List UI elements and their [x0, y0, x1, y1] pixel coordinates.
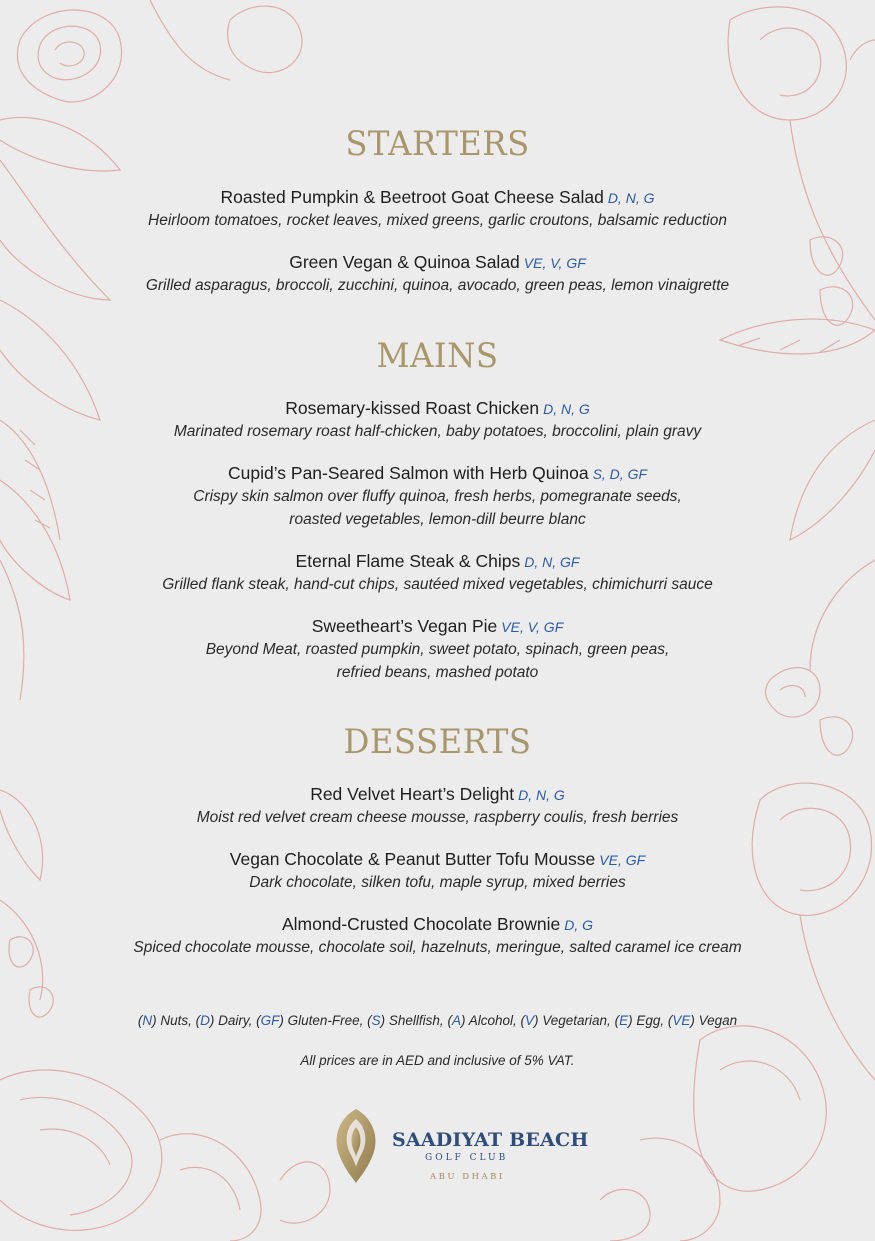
menu-item — [0, 462, 875, 531]
menu-item — [0, 251, 875, 297]
legend-code: D — [200, 1013, 210, 1028]
item-name: Rosemary-kissed Roast Chicken — [285, 398, 540, 418]
legend-code: V — [524, 1013, 534, 1028]
item-description: Grilled flank steak, hand-cut chips, sautéed mixed vegetables, chimichurri sauce — [162, 576, 713, 593]
menu-item — [0, 783, 875, 829]
item-description: refried beans, mashed potato — [336, 664, 539, 681]
allergen-tags: D, G — [564, 917, 593, 933]
legend-label: Shellfish, — [388, 1013, 444, 1028]
club-logo — [330, 1105, 589, 1190]
allergen-tags: VE, GF — [599, 852, 646, 868]
item-description: Moist red velvet cream cheese mousse, raspberry coulis, fresh berries — [196, 809, 679, 826]
item-description: Heirloom tomatoes, rocket leaves, mixed greens, garlic croutons, balsamic reduction — [148, 212, 727, 229]
item-name: Sweetheart’s Vegan Pie — [311, 616, 498, 636]
allergen-tags: VE, V, GF — [523, 255, 586, 271]
legend-code: A — [451, 1013, 461, 1028]
legend-code: E — [619, 1013, 629, 1028]
legend-label: Alcohol, — [468, 1013, 517, 1028]
logo-name: SAADIYAT BEACH — [392, 1129, 589, 1151]
prices-note: All prices are in AED and inclusive of 5% VAT. — [300, 1053, 575, 1068]
allergen-tags: D, N, GF — [524, 554, 580, 570]
legend-code: GF — [260, 1013, 280, 1028]
item-description: Spiced chocolate mousse, chocolate soil, hazelnuts, meringue, salted caramel ice cream — [133, 939, 742, 956]
allergen-tags: S, D, GF — [592, 466, 648, 482]
item-description: Dark chocolate, silken tofu, maple syrup, mixed berries — [249, 874, 626, 891]
legend-label: Egg, — [636, 1013, 665, 1028]
item-name: Red Velvet Heart’s Delight — [310, 784, 515, 804]
allergen-tags: D, N, G — [607, 190, 655, 206]
menu-item — [0, 848, 875, 894]
allergen-legend: (N) Nuts, (D) Dairy, (GF) Gluten-Free, (S) Shellfish, (A) Alcohol, (V) Vegetarian, (E) Egg, (VE) Vegan — [137, 1013, 738, 1028]
legend-label: Nuts, — [160, 1013, 192, 1028]
item-description: roasted vegetables, lemon-dill beurre blanc — [289, 511, 586, 528]
legend-label: Dairy, — [218, 1013, 253, 1028]
allergen-tags: VE, V, GF — [501, 619, 564, 635]
item-description: Crispy skin salmon over fluffy quinoa, fresh herbs, pomegranate seeds, — [193, 488, 682, 505]
menu-item — [0, 913, 875, 959]
menu-item — [0, 550, 875, 596]
item-name: Almond-Crusted Chocolate Brownie — [282, 914, 561, 934]
section-title-desserts: DESSERTS — [343, 722, 532, 762]
logo-subtitle: GOLF CLUB — [425, 1153, 509, 1163]
legend-label: Gluten-Free, — [287, 1013, 364, 1028]
menu-item — [0, 397, 875, 443]
item-name: Eternal Flame Steak & Chips — [295, 551, 521, 571]
item-name: Cupid’s Pan-Seared Salmon with Herb Quinoa — [227, 463, 589, 483]
logo-location: ABU DHABI — [430, 1172, 505, 1182]
menu-item — [0, 615, 875, 684]
legend-label: Vegan — [698, 1013, 738, 1028]
item-name: Green Vegan & Quinoa Salad — [289, 252, 520, 272]
leaf-icon — [720, 319, 875, 755]
legend-code: N — [142, 1013, 153, 1028]
section-title-starters: STARTERS — [345, 124, 530, 164]
feather-emblem-icon — [330, 1105, 382, 1185]
allergen-tags: D, N, G — [543, 401, 590, 417]
item-description: Grilled asparagus, broccoli, zucchini, quinoa, avocado, green peas, lemon vinaigrette — [145, 277, 730, 294]
section-title-mains: MAINS — [376, 336, 499, 376]
item-description: Beyond Meat, roasted pumpkin, sweet potato, spinach, green peas, — [205, 641, 670, 658]
item-description: Marinated rosemary roast half-chicken, baby potatoes, broccolini, plain gravy — [173, 423, 702, 440]
allergen-tags: D, N, G — [518, 787, 565, 803]
menu-item — [0, 186, 875, 232]
legend-code: VE — [672, 1013, 691, 1028]
legend-label: Vegetarian, — [542, 1013, 611, 1028]
item-name: Roasted Pumpkin & Beetroot Goat Cheese Salad — [220, 187, 604, 207]
legend-code: S — [371, 1013, 381, 1028]
item-name: Vegan Chocolate & Peanut Butter Tofu Mousse — [229, 849, 596, 869]
